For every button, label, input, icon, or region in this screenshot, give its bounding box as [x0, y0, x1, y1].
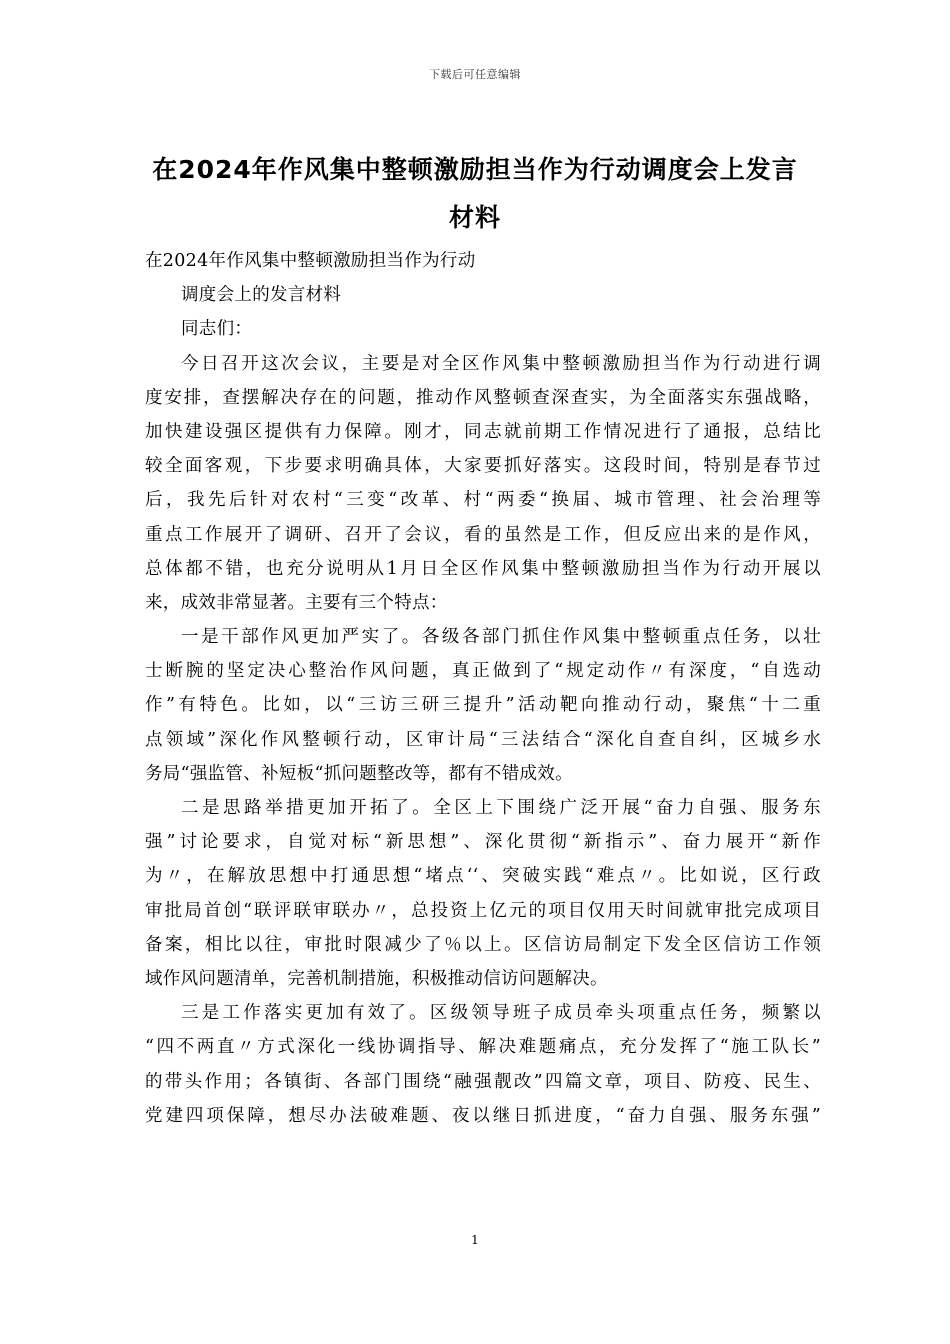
body-line: 士断腕的坚定决心整治作风问题，真正做到了“规定动作〃有深度，“自选动	[145, 661, 821, 682]
body-line: 一是干部作风更加严实了。各级各部门抓住作风集中整顿重点任务，以壮	[181, 627, 821, 648]
body-line: 为〃，在解放思想中打通思想“堵点‘‘、突破实践“难点〃。比如说，区行政	[145, 866, 821, 887]
body-line: 重点工作展开了调研、召开了会议，看的虽然是工作，但反应出来的是作风，	[145, 524, 821, 545]
body-line: 度安排，查摆解决存在的问题，推动作风整顿查深查实，为全面落实东强战略，	[145, 387, 821, 408]
body-line: 域作风问题清单，完善机制措施，积极推动信访问题解决。	[145, 968, 608, 989]
title-line-2: 材料	[448, 203, 501, 232]
body-line: 加快建设强区提供有力保障。刚才，同志就前期工作情况进行了通报，总结比	[145, 421, 821, 442]
document-title	[120, 146, 830, 242]
body-line: 党建四项保障，想尽办法破难题、夜以继日抓进度，“奋力自强、服务东强”	[145, 1105, 821, 1126]
title-line-1: 在2024年作风集中整顿激励担当作为行动调度会上发言	[152, 155, 798, 184]
body-line: 总体都不错，也充分说明从1月日全区作风集中整顿激励担当作为行动开展以	[145, 558, 821, 579]
body-line: 在2024年作风集中整顿激励担当作为行动	[145, 251, 476, 271]
body-line: 来，成效非常显著。主要有三个特点：	[145, 592, 448, 613]
body-line: 审批局首创“联评联审联办〃，总投资上亿元的项目仅用天时间就审批完成项目	[145, 900, 821, 921]
body-line: 调度会上的发言材料	[181, 285, 342, 306]
body-line: 强”讨论要求，自觉对标“新思想”、深化贯彻“新指示”、奋力展开“新作	[145, 832, 821, 853]
page-number: 1	[471, 1233, 479, 1247]
body-line: 三是工作落实更加有效了。区级领导班子成员牵头项重点任务，频繁以	[181, 1003, 821, 1024]
body-line: 点领域”深化作风整顿行动，区审计局“三法结合“深化自查自纠，区城乡水	[145, 729, 821, 750]
body-line: 今日召开这次会议，主要是对全区作风集中整顿激励担当作为行动进行调	[181, 353, 821, 374]
body-line: “四不两直〃方式深化一线协调指导、解决难题痛点，充分发挥了“施工队长”	[145, 1037, 821, 1058]
body-line: 后，我先后针对农村“三变“改革、村“两委“换届、城市管理、社会治理等	[145, 490, 821, 511]
header-note: 下载后可任意编辑	[429, 68, 521, 81]
body-line: 二是思路举措更加开拓了。全区上下围绕广泛开展“奋力自强、服务东	[181, 798, 821, 818]
body-line: 作”有特色。比如，以“三访三研三提升”活动靶向推动行动，聚焦“十二重	[145, 695, 821, 716]
body-line: 备案，相比以往，审批时限减少了％以上。区信访局制定下发全区信访工作领	[145, 934, 821, 955]
document-body	[145, 244, 821, 1133]
body-line: 的带头作用；各镇街、各部门围绕“融强靓改”四篇文章，项目、防疫、民生、	[145, 1071, 821, 1092]
body-line: 同志们：	[181, 319, 253, 340]
body-line: 务局“强监管、补短板“抓问题整改等，都有不错成效。	[145, 763, 573, 784]
body-line: 较全面客观，下步要求明确具体，大家要抓好落实。这段时间，特别是春节过	[145, 456, 821, 477]
